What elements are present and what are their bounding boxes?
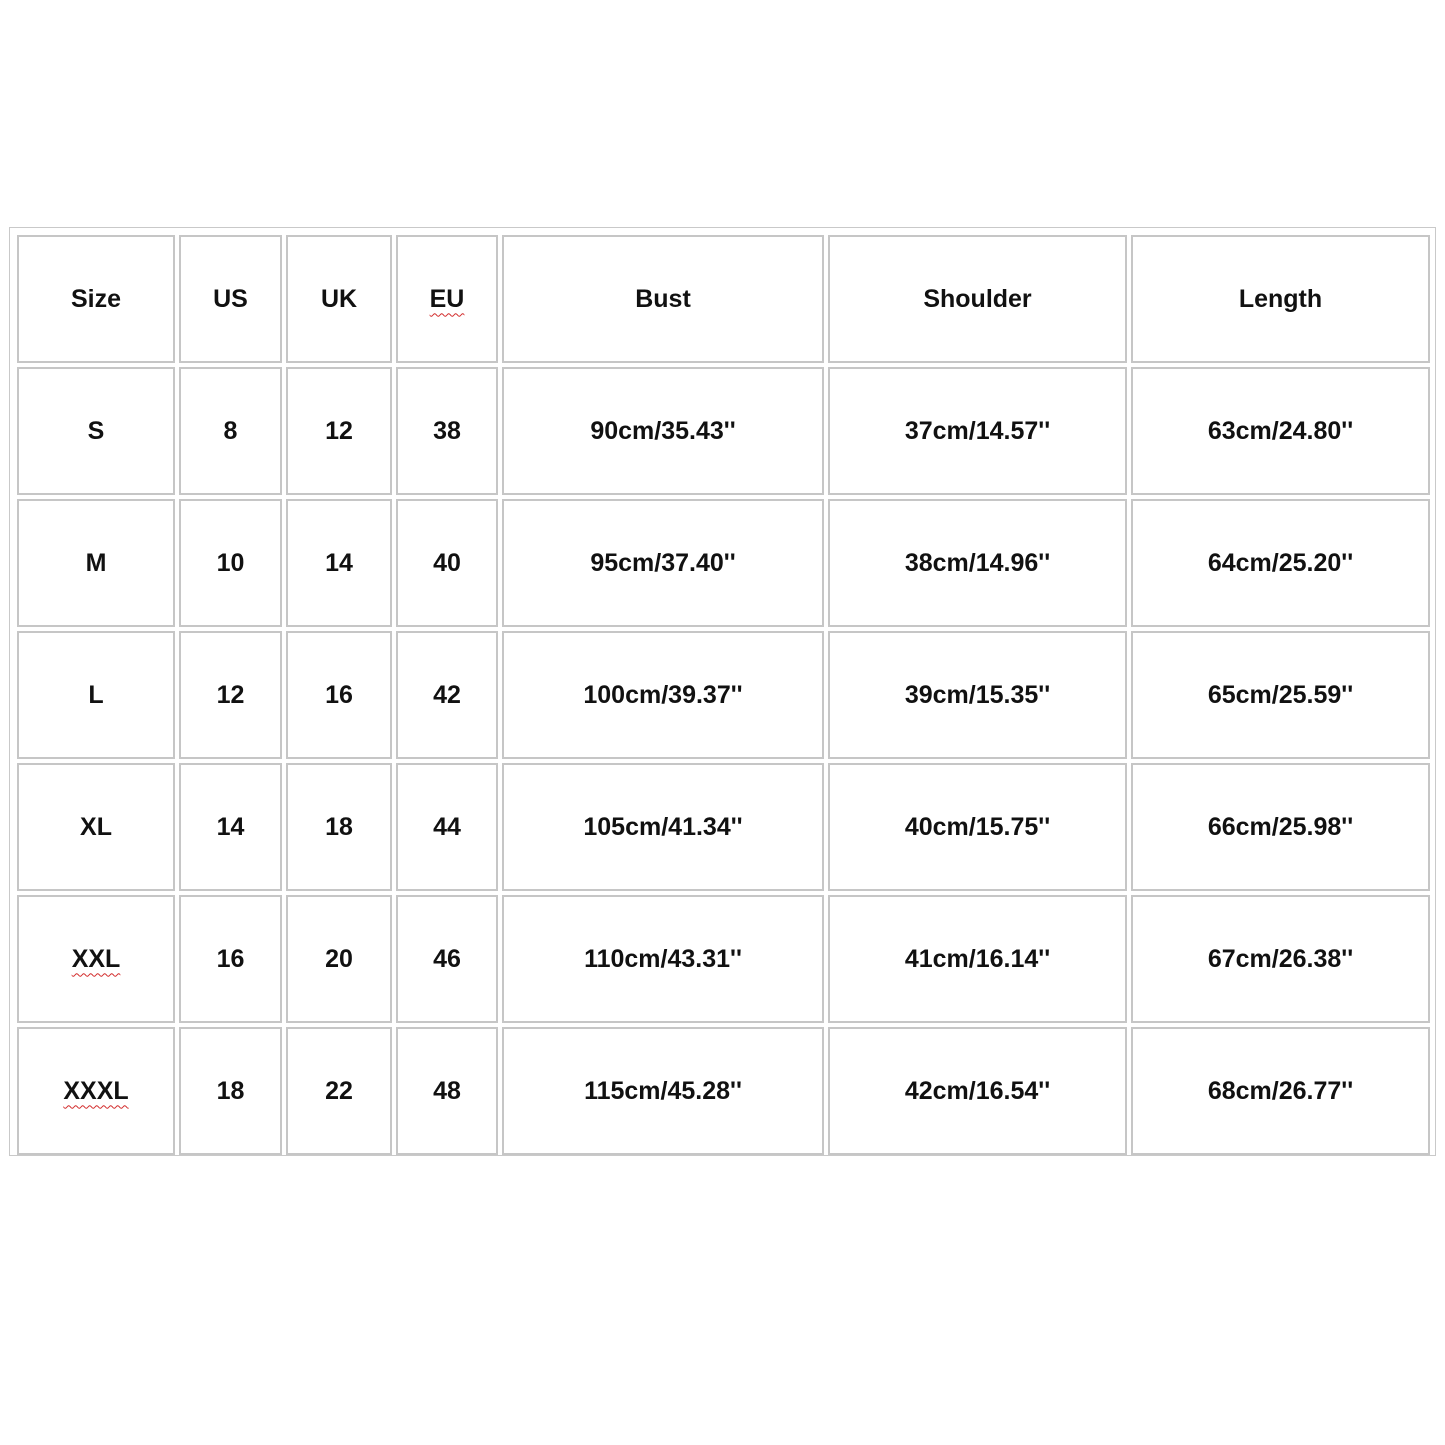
cell-size — [17, 631, 175, 759]
size-chart — [9, 227, 1436, 1156]
cell-value: 46 — [433, 944, 461, 973]
cell-eu — [396, 631, 498, 759]
cell-length — [1131, 631, 1430, 759]
cell-value: 16 — [216, 944, 245, 973]
cell-uk — [286, 763, 392, 891]
cell-value: XL — [80, 812, 112, 841]
cell-value: 14 — [216, 812, 245, 841]
cell-value: 66cm/25.98'' — [1207, 812, 1354, 841]
header-label: Length — [1238, 284, 1323, 313]
header-row — [17, 235, 1430, 363]
cell-us — [179, 1027, 282, 1155]
cell-us — [179, 763, 282, 891]
cell-value: 48 — [433, 1076, 461, 1105]
cell-shoulder — [828, 895, 1127, 1023]
header-label: US — [213, 284, 248, 313]
cell-shoulder — [828, 631, 1127, 759]
size-chart-table — [13, 231, 1434, 1159]
cell-value: 16 — [325, 680, 353, 709]
header-label: Shoulder — [923, 284, 1032, 313]
cell-shoulder — [828, 367, 1127, 495]
cell-value: 63cm/24.80'' — [1207, 416, 1354, 445]
cell-size — [17, 499, 175, 627]
cell-value: 115cm/45.28'' — [584, 1076, 742, 1105]
table-row — [17, 763, 1430, 891]
cell-value: 8 — [223, 416, 238, 445]
cell-eu — [396, 895, 498, 1023]
cell-value: 12 — [216, 680, 245, 709]
cell-value: 40cm/15.75'' — [904, 812, 1051, 841]
cell-size — [17, 895, 175, 1023]
cell-value: 44 — [433, 812, 461, 841]
cell-shoulder — [828, 1027, 1127, 1155]
header-cell-bust — [502, 235, 824, 363]
header-cell-uk — [286, 235, 392, 363]
cell-uk — [286, 631, 392, 759]
cell-value: 110cm/43.31'' — [584, 944, 742, 973]
cell-value: 68cm/26.77'' — [1207, 1076, 1354, 1105]
cell-value: 18 — [325, 812, 353, 841]
cell-value: 38 — [433, 416, 461, 445]
cell-value: 12 — [325, 416, 353, 445]
cell-value: 14 — [325, 548, 353, 577]
cell-us — [179, 895, 282, 1023]
table-row — [17, 1027, 1430, 1155]
cell-value: XXL — [71, 944, 121, 973]
cell-value: 42 — [433, 680, 461, 709]
cell-value: 38cm/14.96'' — [904, 548, 1051, 577]
cell-uk — [286, 499, 392, 627]
cell-us — [179, 631, 282, 759]
table-row — [17, 895, 1430, 1023]
cell-value: 39cm/15.35'' — [904, 680, 1051, 709]
cell-size — [17, 763, 175, 891]
header-label: Size — [70, 284, 122, 313]
cell-value: 18 — [216, 1076, 245, 1105]
cell-value: 67cm/26.38'' — [1207, 944, 1354, 973]
table-row — [17, 499, 1430, 627]
header-cell-eu — [396, 235, 498, 363]
cell-us — [179, 367, 282, 495]
cell-value: 42cm/16.54'' — [904, 1076, 1051, 1105]
table-row — [17, 631, 1430, 759]
cell-shoulder — [828, 499, 1127, 627]
cell-value: M — [85, 548, 107, 577]
cell-value: 40 — [433, 548, 461, 577]
cell-shoulder — [828, 763, 1127, 891]
cell-length — [1131, 1027, 1430, 1155]
cell-value: L — [88, 680, 104, 709]
cell-bust — [502, 367, 824, 495]
cell-value: 105cm/41.34'' — [583, 812, 743, 841]
cell-length — [1131, 895, 1430, 1023]
cell-uk — [286, 367, 392, 495]
cell-value: 20 — [325, 944, 353, 973]
cell-value: XXXL — [63, 1076, 129, 1105]
cell-value: 65cm/25.59'' — [1207, 680, 1354, 709]
table-row — [17, 367, 1430, 495]
cell-bust — [502, 499, 824, 627]
cell-size — [17, 1027, 175, 1155]
cell-value: 22 — [325, 1076, 353, 1105]
cell-eu — [396, 1027, 498, 1155]
cell-value: 95cm/37.40'' — [590, 548, 736, 577]
cell-bust — [502, 763, 824, 891]
cell-value: 64cm/25.20'' — [1207, 548, 1354, 577]
header-label: UK — [320, 284, 358, 313]
cell-uk — [286, 895, 392, 1023]
cell-length — [1131, 367, 1430, 495]
header-cell-shoulder — [828, 235, 1127, 363]
header-cell-size — [17, 235, 175, 363]
cell-value: S — [87, 416, 105, 445]
header-label: Bust — [635, 284, 691, 313]
cell-eu — [396, 499, 498, 627]
cell-bust — [502, 895, 824, 1023]
cell-eu — [396, 367, 498, 495]
cell-length — [1131, 499, 1430, 627]
cell-value: 10 — [216, 548, 245, 577]
cell-value: 90cm/35.43'' — [590, 416, 736, 445]
cell-eu — [396, 763, 498, 891]
cell-uk — [286, 1027, 392, 1155]
cell-us — [179, 499, 282, 627]
cell-value: 37cm/14.57'' — [904, 416, 1051, 445]
cell-bust — [502, 631, 824, 759]
cell-value: 100cm/39.37'' — [583, 680, 743, 709]
header-cell-us — [179, 235, 282, 363]
cell-length — [1131, 763, 1430, 891]
header-cell-length — [1131, 235, 1430, 363]
cell-size — [17, 367, 175, 495]
cell-value: 41cm/16.14'' — [904, 944, 1051, 973]
header-label: EU — [429, 284, 465, 313]
cell-bust — [502, 1027, 824, 1155]
